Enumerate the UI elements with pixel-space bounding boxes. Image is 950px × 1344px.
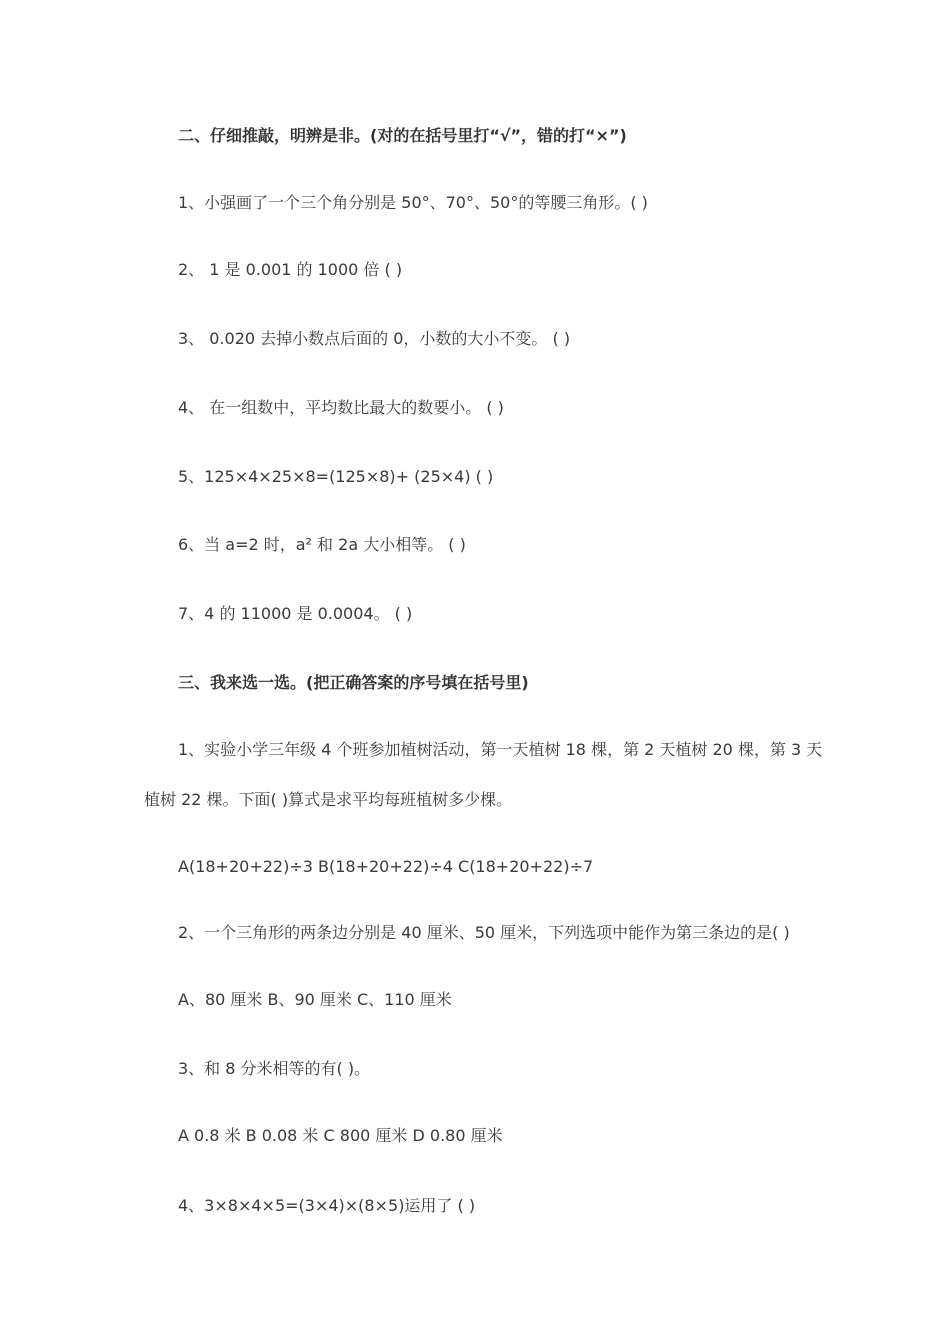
question-2-1: 1、小强画了一个三个角分别是 50°、70°、50°的等腰三角形。( ) [178, 193, 648, 212]
question-3-1-line-1: 1、实验小学三年级 4 个班参加植树活动，第一天植树 18 棵，第 2 天植树 20 棵，第 3 天 [178, 740, 823, 759]
question-3-3: 3、和 8 分米相等的有( )。 [178, 1059, 371, 1078]
question-3-4: 4、3×8×4×5=(3×4)×(8×5)运用了 ( ) [178, 1196, 476, 1215]
question-2-7: 7、4 的 11000 是 0.0004。 ( ) [178, 604, 413, 623]
section-2-heading: 二、仔细推敲，明辨是非。(对的在括号里打“√”，错的打“×”) [178, 126, 627, 145]
question-2-6: 6、当 a=2 时，a² 和 2a 大小相等。 ( ) [178, 535, 466, 554]
question-3-2: 2、一个三角形的两条边分别是 40 厘米、50 厘米，下列选项中能作为第三条边的是( ) [178, 923, 790, 942]
question-3-1-line-2: 植树 22 棵。下面( )算式是求平均每班植树多少棵。 [144, 790, 513, 809]
section-3-heading: 三、我来选一选。(把正确答案的序号填在括号里) [178, 673, 529, 692]
question-3-1-options: A(18+20+22)÷3 B(18+20+22)÷4 C(18+20+22)÷7 [178, 857, 594, 876]
question-3-3-options: A 0.8 米 B 0.08 米 C 800 厘米 D 0.80 厘米 [178, 1126, 503, 1145]
question-2-3: 3、 0.020 去掉小数点后面的 0，小数的大小不变。 ( ) [178, 329, 571, 348]
question-2-5: 5、125×4×25×8=(125×8)+ (25×4) ( ) [178, 467, 494, 486]
question-2-4: 4、 在一组数中，平均数比最大的数要小。 ( ) [178, 398, 504, 417]
question-3-2-options: A、80 厘米 B、90 厘米 C、110 厘米 [178, 990, 452, 1009]
question-2-2: 2、 1 是 0.001 的 1000 倍 ( ) [178, 260, 403, 279]
